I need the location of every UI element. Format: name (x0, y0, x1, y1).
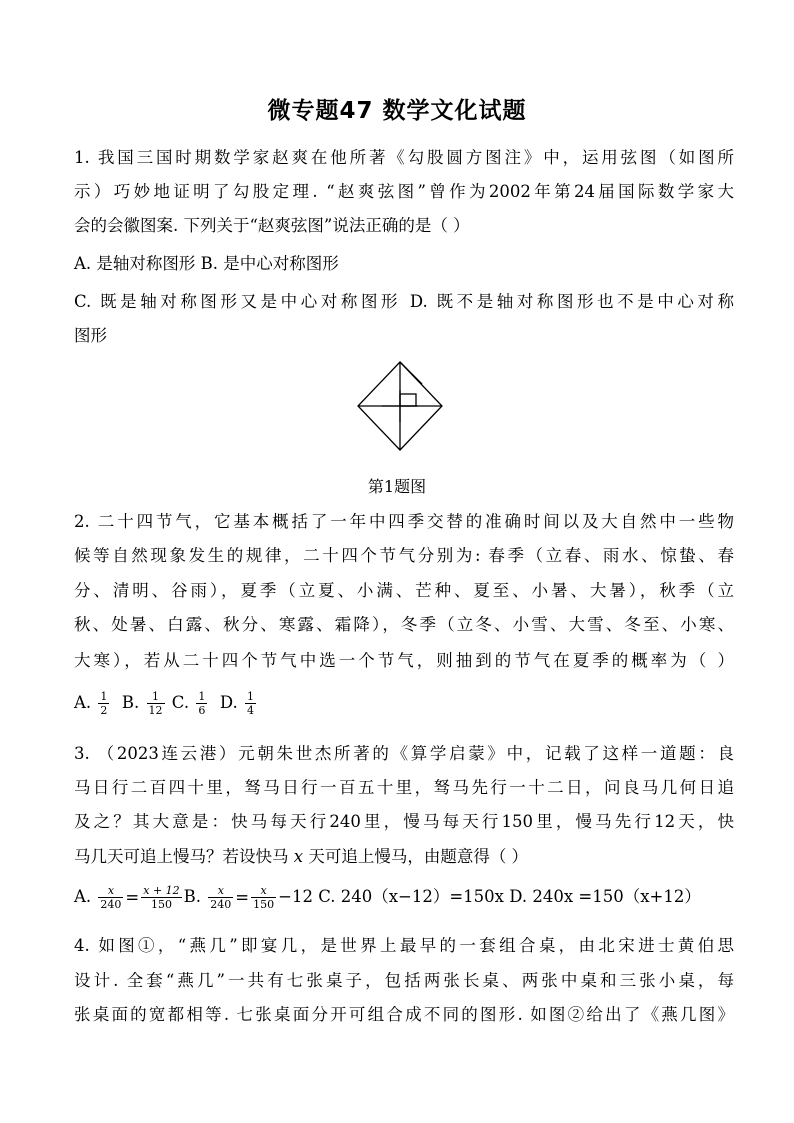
q3-option-c: C. 240（x−12）=150x (318, 887, 504, 906)
q4-line-3: 张桌面的宽都相等. 七张桌面分开可组合成不同的图形. 如图②给出了《燕几图》 (74, 1005, 734, 1024)
q3-line-4-pre: 马几天可追上慢马？若设快马 (74, 847, 289, 866)
q2-b-numerator: 1 (147, 690, 165, 704)
q2-line-1: 2. 二十四节气，它基本概括了一年中四季交替的准确时间以及大自然中一些物 (74, 512, 734, 531)
q4-line-1: 4. 如图①，“燕几”即宴几，是世界上最早的一套组合桌，由北宋进士黄伯思 (74, 936, 734, 955)
q1-options-ab: A. 是轴对称图形 B. 是中心对称图形 (74, 254, 339, 273)
q4-line-2: 设计. 全套“燕几”一共有七张桌子，包括两张长桌、两张中桌和三张小桌，每 (74, 971, 734, 990)
q3-option-a-label: A. (74, 887, 92, 906)
q3-line-4-post: 天可追上慢马，由题意得（ ） (308, 847, 529, 866)
q2-line-4: 秋、处暑、白露、秋分、寒露、霜降），冬季（立冬、小雪、大雪、冬至、小寒、 (74, 615, 734, 634)
q3-a-fraction-2 (141, 884, 181, 911)
q2-line-2: 候等自然现象发生的规律，二十四个节气分别为: 春季（立春、雨水、惊蛰、春 (74, 546, 734, 565)
q3-a-den-1: 240 (100, 898, 122, 911)
q1-line-1: 1. 我国三国时期数学家赵爽在他所著《勾股圆方图注》中，运用弦图（如图所 (74, 148, 734, 167)
q3-a-den-2: 150 (150, 898, 172, 911)
q2-option-d-label: D. (219, 693, 238, 712)
q3-a-num-1: x (98, 884, 123, 898)
q3-b-num-2: x (251, 884, 276, 898)
page-title: 微专题47 数学文化试题 (267, 98, 527, 124)
q3-b-tail: −12 (278, 887, 313, 906)
q2-option-b-label: B. (121, 693, 140, 712)
q2-d-denominator: 4 (246, 704, 254, 717)
q1-options-cd: C. 既是轴对称图形又是中心对称图形 D. 既不是轴对称图形也不是中心对称 (74, 292, 734, 311)
q3-b-equals: = (235, 887, 250, 907)
q3-b-den-1: 240 (210, 898, 232, 911)
q3-a-fraction-1 (98, 884, 123, 911)
q3-options (74, 884, 734, 911)
q2-line-3: 分、清明、谷雨），夏季（立夏、小满、芒种、夏至、小暑、大暑），秋季（立 (74, 581, 734, 600)
q1-line-3: 会的会徽图案. 下列关于“赵爽弦图”说法正确的是（ ） (74, 216, 470, 235)
zhao-shuang-string-figure-icon (356, 360, 444, 452)
q2-options (74, 690, 734, 717)
q2-a-numerator: 1 (100, 690, 108, 703)
q3-a-num-2: x + 12 (143, 884, 180, 897)
q3-a-equals: = (125, 887, 140, 907)
q2-option-b-fraction (147, 690, 165, 717)
q2-c-numerator: 1 (198, 690, 206, 703)
q2-option-a-label: A. (74, 693, 92, 712)
q3-variable-x: x (293, 847, 304, 866)
q2-option-c-label: C. (171, 693, 190, 712)
q2-line-5: 大寒），若从二十四个节气中选一个节气，则抽到的节气在夏季的概率为（ ） (74, 651, 734, 670)
figure-1-caption: 第1题图 (367, 477, 427, 496)
inner-line-1 (400, 362, 422, 384)
q3-line-3: 及之？其大意是：快马每天行240里，慢马每天行150里，慢马先行12天，快 (74, 812, 734, 831)
q3-option-b-label: B. (183, 887, 202, 906)
q3-b-den-2: 150 (253, 898, 275, 911)
q3-line-2: 马日行二百四十里，驽马日行一百五十里，驽马先行一十二日，问良马几何日追 (74, 778, 734, 797)
q3-b-fraction-2 (251, 884, 276, 911)
q2-b-denominator: 12 (148, 704, 163, 717)
q2-d-numerator: 1 (246, 690, 254, 703)
q3-line-4 (74, 846, 734, 868)
q3-line-1: 3. （2023连云港）元朝朱世杰所著的《算学启蒙》中，记载了这样一道题：良 (74, 744, 734, 763)
q3-option-d: D. 240x =150（x+12） (509, 887, 701, 906)
q2-c-denominator: 6 (198, 704, 206, 717)
q2-a-denominator: 2 (100, 704, 108, 717)
q2-option-c-fraction (196, 690, 207, 717)
q1-line-2: 示）巧妙地证明了勾股定理. “赵爽弦图”曾作为2002年第24届国际数学家大 (74, 182, 734, 201)
q3-b-num-1: x (208, 884, 233, 898)
q2-option-a-fraction (98, 690, 109, 717)
q2-option-d-fraction (245, 690, 256, 717)
center-square (400, 394, 416, 406)
q3-b-fraction-1 (208, 884, 233, 911)
q1-options-cd-cont: 图形 (74, 326, 107, 345)
